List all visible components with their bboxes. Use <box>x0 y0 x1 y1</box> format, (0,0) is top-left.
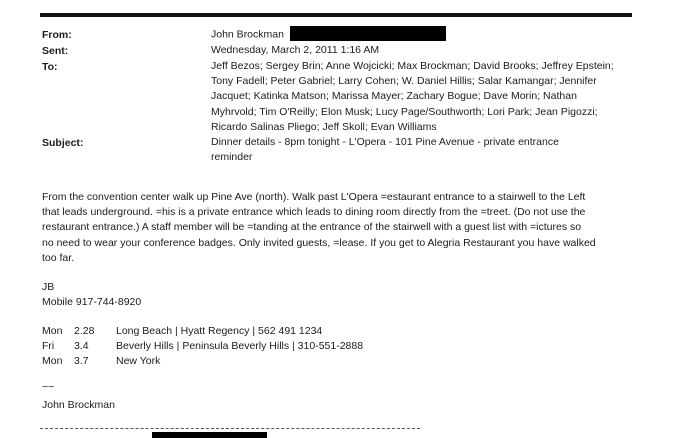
schedule-row <box>42 339 363 354</box>
schedule-date: 3.7 <box>74 355 89 367</box>
signature-name: John Brockman <box>42 399 115 411</box>
redaction-bar <box>152 432 267 438</box>
from-label: From: <box>42 29 72 41</box>
to-recipients <box>211 59 641 135</box>
message-paragraph <box>42 190 642 266</box>
schedule-row <box>42 324 322 339</box>
schedule-date: 2.28 <box>74 325 95 337</box>
schedule-date: 3.4 <box>74 340 89 352</box>
to-label: To: <box>42 61 58 73</box>
paragraph-line: too far. <box>42 251 75 264</box>
redaction-bar <box>290 26 446 41</box>
signature-mobile: Mobile 917-744-8920 <box>42 296 142 308</box>
sent-label: Sent: <box>42 45 69 57</box>
from-field <box>211 27 641 42</box>
signature-initials: JB <box>42 281 55 293</box>
schedule-place: Long Beach | Hyatt Regency | 562 491 1234 <box>116 325 323 337</box>
schedule-place: New York <box>116 355 161 367</box>
to-line: Jacquet; Katinka Matson; Marissa Mayer; Zachary Bogue; Dave Morin; Nathan <box>211 90 577 103</box>
schedule-row <box>42 354 160 369</box>
schedule-place: Beverly Hills | Peninsula Beverly Hills | 310-551-2888 <box>116 340 364 352</box>
schedule-day: Mon <box>42 325 63 337</box>
subject-value <box>211 135 641 165</box>
paragraph-line: no need to wear your conference badges. Only invited guests, =lease. If you get to Alegria Restaurant you have walked <box>42 236 596 249</box>
signature-separator: ~~ <box>42 381 55 393</box>
schedule-day: Mon <box>42 355 63 367</box>
header-rule <box>40 13 632 17</box>
to-line: Jeff Bezos; Sergey Brin; Anne Wojcicki; Max Brockman; David Brooks; Jeffrey Epstein; <box>211 60 614 72</box>
to-line: Myhrvold; Tim O'Reilly; Elon Musk; Lucy Page/Southworth; Lori Park; Jean Pigozzi; <box>211 105 598 118</box>
from-value: John Brockman <box>211 28 284 41</box>
to-line: Tony Fadell; Peter Gabriel; Larry Cohen; W. Daniel Hillis; Salar Kamangar; Jennifer <box>211 75 597 88</box>
paragraph-line: restaurant entrance.) A staff member will be =tanding at the entrance of the stairwell with a guest list with =ictures so <box>42 221 582 234</box>
paragraph-line: From the convention center walk up Pine Ave (north). Walk past L'Opera =estaurant entrance to a stairwell to the Left <box>42 191 586 203</box>
subject-line: reminder <box>211 151 253 164</box>
subject-line: Dinner details - 8pm tonight - L'Opera - 101 Pine Avenue - private entrance <box>211 136 559 148</box>
schedule-day: Fri <box>42 340 55 352</box>
sent-value: Wednesday, March 2, 2011 1:16 AM <box>211 44 380 56</box>
to-line: Ricardo Salinas Pliego; Jeff Skoll; Evan Williams <box>211 120 437 133</box>
subject-label: Subject: <box>42 137 84 149</box>
paragraph-line: that leads underground. =his is a private entrance which leads to dining room directly from the =treet. (Do not use the <box>42 206 586 219</box>
